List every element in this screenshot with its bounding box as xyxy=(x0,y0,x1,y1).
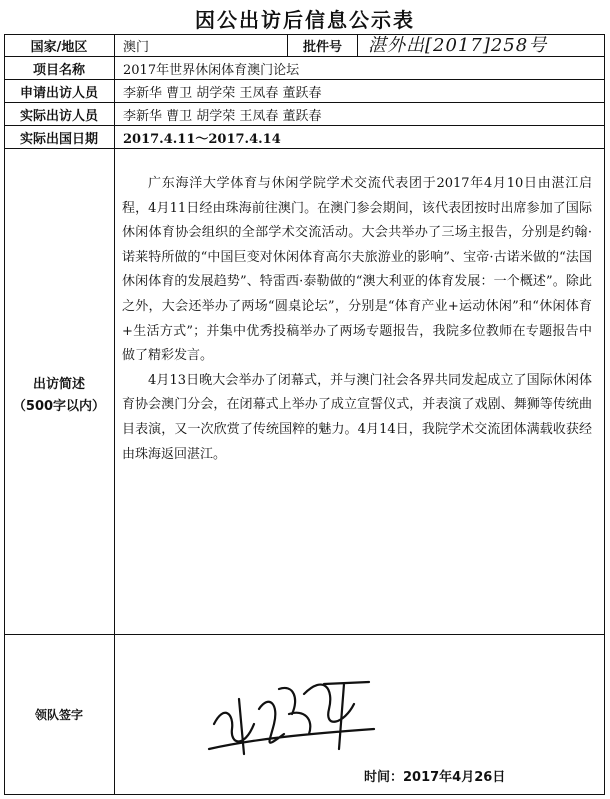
project-value: 2017年世界休闲体育澳门论坛 xyxy=(123,62,300,78)
travel-dates-label: 实际出国日期 xyxy=(19,131,98,147)
summary-label: 出访简述 xyxy=(32,377,85,392)
row-divider xyxy=(4,148,604,149)
actual-travelers-label: 实际出访人员 xyxy=(19,108,98,124)
actual-travelers-value: 李新华 曹卫 胡学荣 王凤春 董跃春 xyxy=(123,108,322,124)
applicants-value: 李新华 曹卫 胡学荣 王凤春 董跃春 xyxy=(123,85,322,101)
page-title: 因公出访后信息公示表 xyxy=(195,8,415,32)
signature-date: 时间：2017年4月26日 xyxy=(364,770,506,785)
approval-label: 批件号 xyxy=(302,39,342,55)
summary-sublabel: （500字以内） xyxy=(12,399,106,414)
handwritten-signature xyxy=(204,654,384,764)
travel-dates-value: 2017.4.11～2017.4.14 xyxy=(123,131,281,147)
country-label: 国家/地区 xyxy=(30,39,88,55)
summary-text xyxy=(122,172,592,467)
applicants-label: 申请出访人员 xyxy=(19,85,98,101)
country-value: 澳门 xyxy=(123,39,150,55)
column-divider xyxy=(114,34,115,794)
approval-number-handwritten: 湛外出[2017]258号 xyxy=(368,35,548,56)
disclosure-form xyxy=(4,34,605,795)
summary-paragraph: 4月13日晚大会举办了闭幕式，并与澳门社会各界共同发起成立了国际休闲体育协会澳门分会，在闭幕式上举办了成立宣誓仪式，并表演了戏剧、舞狮等传统曲目表演，又一次欣赏了传统国粹的魅力。4月14日，我院学术交流团体满载收获经由珠海返回湛江。 xyxy=(122,372,592,462)
summary-paragraph: 广东海洋大学体育与休闲学院学术交流代表团于2017年4月10日由湛江启程，4月11日经由珠海前往澳门。在澳门参会期间，该代表团按时出席参加了国际休闲体育协会组织的全部学术交流活动。大会共举办了三场主报告，分别是约翰·诺莱特所做的“中国巨变对休闲体育高尔夫旅游业的影响”、宝帝·古诺米做的“法国休闲体育的发展趋势”、特雷西·泰勒做的“澳大利亚的体育发展：一个概述”。除此之外，大会还举办了两场“圆桌论坛”，分别是“体育产业+运动休闲”和“休闲体育+生活方式”；并集中优秀投稿举办了两场专题报告，我院多位教师在专题报告中做了精彩发言。 xyxy=(122,176,592,364)
leader-signature-label: 领队签字 xyxy=(34,707,83,722)
summary-label-block xyxy=(4,161,114,631)
project-label: 项目名称 xyxy=(32,62,85,78)
